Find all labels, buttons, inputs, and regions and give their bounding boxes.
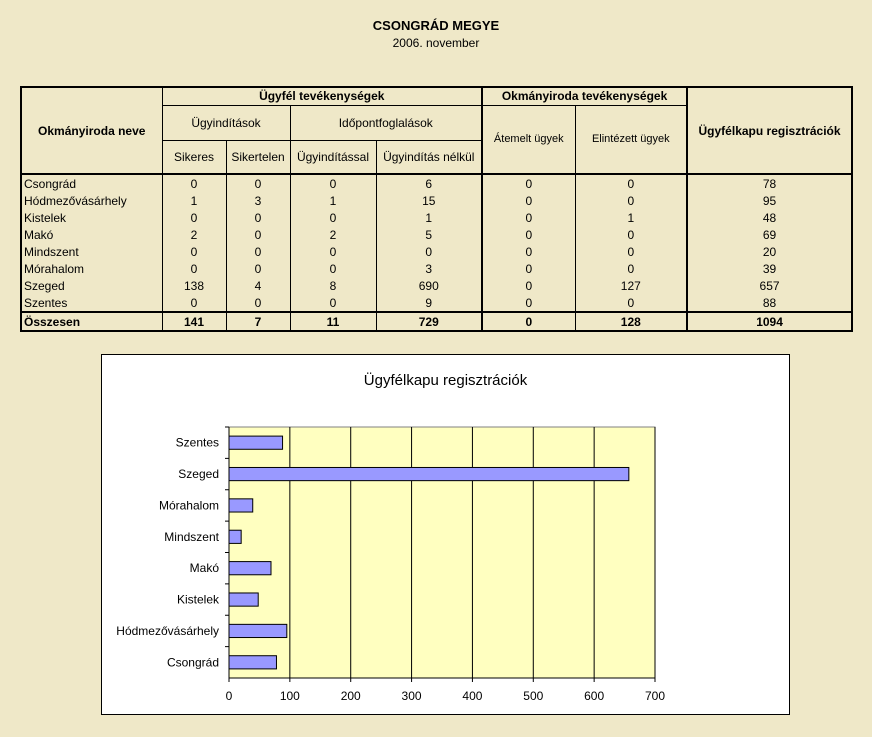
cell-ugyinditassal: 0 xyxy=(290,209,376,226)
cell-sikertelen: 3 xyxy=(226,192,290,209)
cell-atemelt: 0 xyxy=(482,226,575,243)
col-header-fail: Sikertelen xyxy=(226,140,290,174)
bar-Szeged xyxy=(229,467,629,480)
x-tick-label: 500 xyxy=(523,689,544,703)
cell-regisztraciok: 657 xyxy=(687,277,852,294)
subgroup-header-initiations: Ügyindítások xyxy=(162,105,290,140)
cell-sikeres: 0 xyxy=(162,209,226,226)
y-tick-label: Hódmezővásárhely xyxy=(116,623,219,638)
table-total-row xyxy=(21,312,852,331)
cell-nelkul: 9 xyxy=(376,294,482,312)
col-header-done: Elintézett ügyek xyxy=(575,105,687,174)
table-row xyxy=(21,294,852,312)
registrations-table xyxy=(20,86,853,332)
group-header-office: Okmányiroda tevékenységek xyxy=(482,87,687,105)
x-tick-label: 0 xyxy=(225,689,233,703)
cell-sikertelen: 0 xyxy=(226,243,290,260)
cell-ugyinditassal: 2 xyxy=(290,226,376,243)
cell-atemelt: 0 xyxy=(482,243,575,260)
x-tick-label: 400 xyxy=(462,689,483,703)
cell-regisztraciok: 95 xyxy=(687,192,852,209)
cell-elintezett: 0 xyxy=(575,260,687,277)
cell-sikertelen: 7 xyxy=(226,312,290,331)
cell-nelkul: 1 xyxy=(376,209,482,226)
cell-sikertelen: 0 xyxy=(226,260,290,277)
col-header-registrations: Ügyfélkapu regisztrációk xyxy=(687,87,852,174)
cell-sikertelen: 0 xyxy=(226,294,290,312)
y-tick-label: Makó xyxy=(189,561,219,576)
cell-elintezett: 0 xyxy=(575,192,687,209)
y-tick-label: Kistelek xyxy=(176,592,219,607)
cell-name: Makó xyxy=(21,226,162,243)
cell-elintezett: 1 xyxy=(575,209,687,226)
cell-regisztraciok: 69 xyxy=(687,226,852,243)
cell-atemelt: 0 xyxy=(482,209,575,226)
cell-nelkul: 15 xyxy=(376,192,482,209)
table-row xyxy=(21,174,852,192)
page-subtitle: 2006. november xyxy=(392,36,480,50)
cell-ugyinditassal: 11 xyxy=(290,312,376,331)
bar-Mórahalom xyxy=(229,499,253,512)
cell-regisztraciok: 88 xyxy=(687,294,852,312)
cell-sikeres: 1 xyxy=(162,192,226,209)
y-tick-label: Szeged xyxy=(178,467,219,482)
y-tick-label: Csongrád xyxy=(166,655,219,670)
cell-sikertelen: 0 xyxy=(226,209,290,226)
cell-nelkul: 5 xyxy=(376,226,482,243)
cell-sikeres: 141 xyxy=(162,312,226,331)
cell-atemelt: 0 xyxy=(482,294,575,312)
cell-name: Szentes xyxy=(21,294,162,312)
cell-elintezett: 128 xyxy=(575,312,687,331)
cell-nelkul: 690 xyxy=(376,277,482,294)
cell-nelkul: 3 xyxy=(376,260,482,277)
table-row xyxy=(21,192,852,209)
bar-Mindszent xyxy=(229,530,241,543)
cell-elintezett: 127 xyxy=(575,277,687,294)
cell-atemelt: 0 xyxy=(482,192,575,209)
col-header-transferred: Átemelt ügyek xyxy=(482,105,575,174)
cell-regisztraciok: 48 xyxy=(687,209,852,226)
col-header-without-initiation: Ügyindítás nélkül xyxy=(376,140,482,174)
cell-sikertelen: 4 xyxy=(226,277,290,294)
table-row xyxy=(21,226,852,243)
cell-ugyinditassal: 8 xyxy=(290,277,376,294)
y-tick-label: Mórahalom xyxy=(158,498,219,513)
cell-name: Kistelek xyxy=(21,209,162,226)
cell-name: Hódmezővásárhely xyxy=(21,192,162,209)
cell-nelkul: 729 xyxy=(376,312,482,331)
table-row xyxy=(21,243,852,260)
table-row xyxy=(21,260,852,277)
bar-Makó xyxy=(229,562,271,575)
x-tick-label: 700 xyxy=(644,689,666,703)
cell-sikertelen: 0 xyxy=(226,174,290,192)
cell-regisztraciok: 20 xyxy=(687,243,852,260)
group-header-client: Ügyfél tevékenységek xyxy=(162,87,482,105)
chart-title: Ügyfélkapu regisztrációk xyxy=(363,372,528,389)
page-title: CSONGRÁD MEGYE xyxy=(372,18,500,33)
cell-regisztraciok: 78 xyxy=(687,174,852,192)
cell-sikeres: 138 xyxy=(162,277,226,294)
cell-elintezett: 0 xyxy=(575,243,687,260)
cell-name: Mórahalom xyxy=(21,260,162,277)
x-tick-label: 200 xyxy=(340,689,361,703)
cell-elintezett: 0 xyxy=(575,294,687,312)
table-row xyxy=(21,209,852,226)
cell-ugyinditassal: 1 xyxy=(290,192,376,209)
cell-ugyinditassal: 0 xyxy=(290,294,376,312)
cell-ugyinditassal: 0 xyxy=(290,243,376,260)
cell-regisztraciok: 1094 xyxy=(687,312,852,331)
cell-sikeres: 0 xyxy=(162,260,226,277)
cell-sikertelen: 0 xyxy=(226,226,290,243)
col-header-with-initiation: Ügyindítással xyxy=(290,140,376,174)
cell-atemelt: 0 xyxy=(482,312,575,331)
y-tick-label: Mindszent xyxy=(164,529,219,544)
cell-nelkul: 6 xyxy=(376,174,482,192)
cell-atemelt: 0 xyxy=(482,174,575,192)
bar-Szentes xyxy=(229,436,283,449)
cell-name: Szeged xyxy=(21,277,162,294)
x-tick-label: 300 xyxy=(401,689,422,703)
cell-elintezett: 0 xyxy=(575,174,687,192)
cell-atemelt: 0 xyxy=(482,277,575,294)
cell-name: Csongrád xyxy=(21,174,162,192)
y-tick-label: Szentes xyxy=(175,435,219,450)
chart-plot xyxy=(102,355,789,714)
col-header-office-name: Okmányiroda neve xyxy=(21,87,162,174)
bar-Csongrád xyxy=(229,656,276,669)
x-tick-label: 100 xyxy=(279,689,300,703)
cell-name: Mindszent xyxy=(21,243,162,260)
cell-ugyinditassal: 0 xyxy=(290,260,376,277)
plot-area xyxy=(229,427,655,678)
table-row xyxy=(21,277,852,294)
cell-elintezett: 0 xyxy=(575,226,687,243)
registrations-chart xyxy=(101,354,790,715)
col-header-success: Sikeres xyxy=(162,140,226,174)
cell-sikeres: 0 xyxy=(162,174,226,192)
cell-sikeres: 0 xyxy=(162,294,226,312)
bar-Kistelek xyxy=(229,593,258,606)
cell-name: Összesen xyxy=(21,312,162,331)
subgroup-header-bookings: Időpontfoglalások xyxy=(290,105,482,140)
cell-atemelt: 0 xyxy=(482,260,575,277)
cell-sikeres: 2 xyxy=(162,226,226,243)
x-tick-label: 600 xyxy=(584,689,605,703)
cell-nelkul: 0 xyxy=(376,243,482,260)
bar-Hódmezővásárhely xyxy=(229,624,287,637)
cell-sikeres: 0 xyxy=(162,243,226,260)
cell-regisztraciok: 39 xyxy=(687,260,852,277)
cell-ugyinditassal: 0 xyxy=(290,174,376,192)
